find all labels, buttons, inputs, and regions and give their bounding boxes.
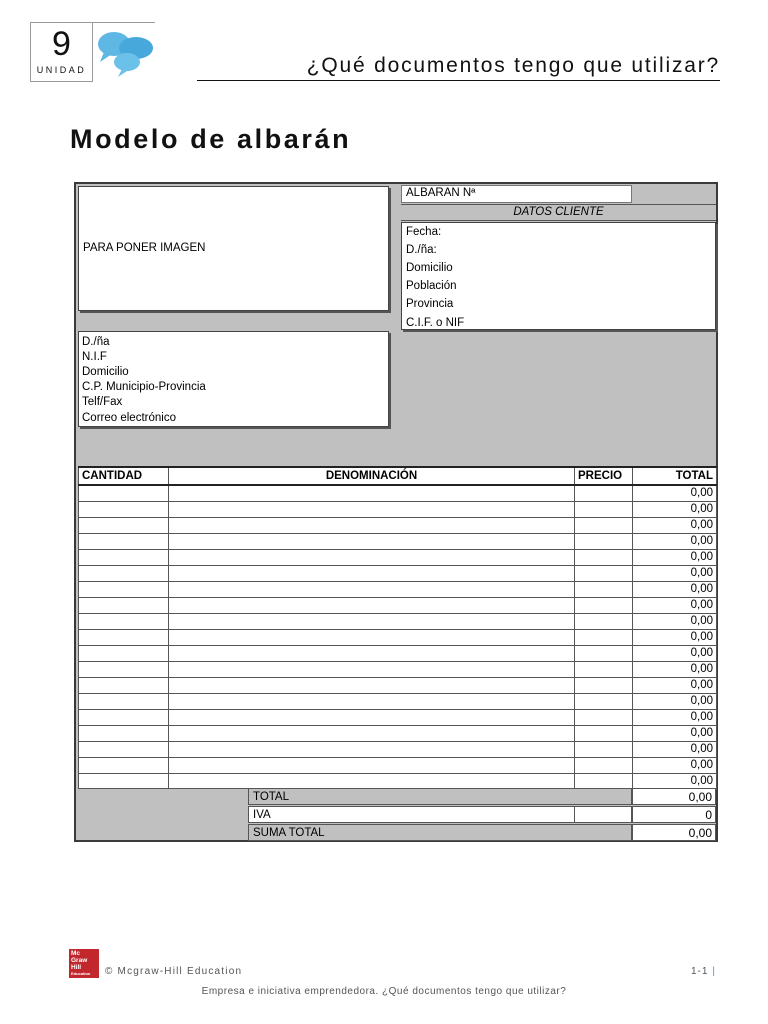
cell-denominacion[interactable] bbox=[169, 757, 575, 773]
cell-denominacion[interactable] bbox=[169, 741, 575, 757]
cell-denominacion[interactable] bbox=[169, 597, 575, 613]
logo-placeholder-text: PARA PONER IMAGEN bbox=[83, 242, 206, 254]
cell-total: 0,00 bbox=[633, 725, 717, 741]
cell-precio[interactable] bbox=[575, 757, 633, 773]
cliente-field: D./ña: bbox=[406, 244, 437, 256]
albaran-number-label: ALBARAN Nª bbox=[406, 187, 476, 199]
summary-total-value: 0,00 bbox=[632, 788, 716, 805]
cell-cantidad[interactable] bbox=[79, 517, 169, 533]
cell-cantidad[interactable] bbox=[79, 645, 169, 661]
cell-total: 0,00 bbox=[633, 645, 717, 661]
cell-denominacion[interactable] bbox=[169, 613, 575, 629]
cliente-field: Población bbox=[406, 280, 457, 292]
cell-precio[interactable] bbox=[575, 645, 633, 661]
cell-cantidad[interactable] bbox=[79, 565, 169, 581]
cell-denominacion[interactable] bbox=[169, 725, 575, 741]
cell-cantidad[interactable] bbox=[79, 693, 169, 709]
unit-number: 9 bbox=[52, 25, 71, 63]
cell-cantidad[interactable] bbox=[79, 709, 169, 725]
cell-precio[interactable] bbox=[575, 773, 633, 789]
header-rule bbox=[197, 80, 720, 81]
emisor-field: D./ña bbox=[82, 336, 110, 348]
albaran-form bbox=[74, 182, 718, 842]
cell-precio[interactable] bbox=[575, 661, 633, 677]
table-row bbox=[79, 741, 717, 757]
albaran-number-field[interactable] bbox=[401, 185, 632, 203]
cell-denominacion[interactable] bbox=[169, 693, 575, 709]
cell-precio[interactable] bbox=[575, 565, 633, 581]
cell-denominacion[interactable] bbox=[169, 485, 575, 501]
summary-divider bbox=[574, 806, 575, 822]
datos-cliente-heading: DATOS CLIENTE bbox=[401, 204, 716, 221]
cell-denominacion[interactable] bbox=[169, 645, 575, 661]
cliente-data-box bbox=[401, 222, 716, 330]
footer-subtitle: Empresa e iniciativa emprendedora. ¿Qué documentos tengo que utilizar? bbox=[201, 986, 567, 997]
cell-total: 0,00 bbox=[633, 773, 717, 789]
cell-cantidad[interactable] bbox=[79, 757, 169, 773]
header-title: ¿Qué documentos tengo que utilizar? bbox=[306, 54, 720, 77]
cell-cantidad[interactable] bbox=[79, 501, 169, 517]
cell-total: 0,00 bbox=[633, 693, 717, 709]
cell-precio[interactable] bbox=[575, 709, 633, 725]
cell-denominacion[interactable] bbox=[169, 565, 575, 581]
cell-cantidad[interactable] bbox=[79, 725, 169, 741]
cell-total: 0,00 bbox=[633, 757, 717, 773]
cell-denominacion[interactable] bbox=[169, 661, 575, 677]
cell-denominacion[interactable] bbox=[169, 549, 575, 565]
cell-precio[interactable] bbox=[575, 581, 633, 597]
cell-precio[interactable] bbox=[575, 677, 633, 693]
cell-total: 0,00 bbox=[633, 677, 717, 693]
header-cantidad: CANTIDAD bbox=[79, 467, 169, 485]
cell-denominacion[interactable] bbox=[169, 581, 575, 597]
footer-copyright: © Mcgraw-Hill Education bbox=[105, 966, 243, 977]
cell-precio[interactable] bbox=[575, 597, 633, 613]
items-table bbox=[78, 466, 717, 790]
cell-denominacion[interactable] bbox=[169, 533, 575, 549]
emisor-field: Correo electrónico bbox=[82, 412, 176, 424]
cell-total: 0,00 bbox=[633, 709, 717, 725]
header-denominacion: DENOMINACIÓN bbox=[169, 467, 575, 485]
cell-cantidad[interactable] bbox=[79, 741, 169, 757]
cell-total: 0,00 bbox=[633, 613, 717, 629]
table-row bbox=[79, 661, 717, 677]
cell-precio[interactable] bbox=[575, 485, 633, 501]
cell-cantidad[interactable] bbox=[79, 613, 169, 629]
footer-page-number bbox=[691, 966, 716, 977]
cell-total: 0,00 bbox=[633, 565, 717, 581]
emisor-field: Domicilio bbox=[82, 366, 129, 378]
page-number: 1-1 bbox=[690, 966, 709, 977]
table-row bbox=[79, 773, 717, 789]
cliente-field: C.I.F. o NIF bbox=[406, 317, 465, 329]
cell-cantidad[interactable] bbox=[79, 677, 169, 693]
table-row bbox=[79, 677, 717, 693]
cell-total: 0,00 bbox=[633, 581, 717, 597]
header-precio: PRECIO bbox=[575, 467, 633, 485]
cell-total: 0,00 bbox=[633, 549, 717, 565]
table-row bbox=[79, 565, 717, 581]
emisor-field: N.I.F bbox=[82, 351, 107, 363]
cell-total: 0,00 bbox=[633, 533, 717, 549]
cell-precio[interactable] bbox=[575, 501, 633, 517]
unit-badge bbox=[30, 22, 93, 82]
table-row bbox=[79, 485, 717, 501]
table-row bbox=[79, 645, 717, 661]
unit-rule bbox=[93, 22, 155, 23]
emisor-field: Telf/Fax bbox=[82, 396, 123, 408]
cell-total: 0,00 bbox=[633, 629, 717, 645]
table-row bbox=[79, 709, 717, 725]
cell-precio[interactable] bbox=[575, 741, 633, 757]
cell-cantidad[interactable] bbox=[79, 661, 169, 677]
summary-blank-area bbox=[78, 788, 248, 840]
cell-denominacion[interactable] bbox=[169, 709, 575, 725]
cell-denominacion[interactable] bbox=[169, 773, 575, 789]
unit-label: UNIDAD bbox=[36, 65, 87, 75]
cell-total: 0,00 bbox=[633, 517, 717, 533]
cliente-field: Provincia bbox=[406, 298, 454, 310]
cell-precio[interactable] bbox=[575, 725, 633, 741]
table-row bbox=[79, 517, 717, 533]
cell-total: 0,00 bbox=[633, 661, 717, 677]
footer-separator: | bbox=[712, 966, 716, 977]
cell-precio[interactable] bbox=[575, 533, 633, 549]
table-row bbox=[79, 549, 717, 565]
page-title: Modelo de albarán bbox=[70, 124, 352, 154]
cell-denominacion[interactable] bbox=[169, 677, 575, 693]
cell-precio[interactable] bbox=[575, 613, 633, 629]
speech-bubbles-icon bbox=[96, 28, 156, 78]
summary-suma-label: SUMA TOTAL bbox=[248, 824, 632, 841]
cell-precio[interactable] bbox=[575, 629, 633, 645]
cell-precio[interactable] bbox=[575, 549, 633, 565]
cell-cantidad[interactable] bbox=[79, 549, 169, 565]
table-row bbox=[79, 597, 717, 613]
table-row bbox=[79, 725, 717, 741]
cell-cantidad[interactable] bbox=[79, 533, 169, 549]
cell-total: 0,00 bbox=[633, 501, 717, 517]
summary-iva-label: IVA bbox=[248, 806, 632, 823]
emisor-data-box bbox=[78, 331, 389, 427]
table-row bbox=[79, 533, 717, 549]
cell-total: 0,00 bbox=[633, 741, 717, 757]
cliente-field: Domicilio bbox=[406, 262, 453, 274]
emisor-field: C.P. Municipio-Provincia bbox=[82, 381, 206, 393]
logo-placeholder-box bbox=[78, 186, 389, 311]
table-row bbox=[79, 613, 717, 629]
items-table-header bbox=[79, 467, 717, 485]
table-row bbox=[79, 757, 717, 773]
cliente-field: Fecha: bbox=[406, 226, 442, 238]
cell-total: 0,00 bbox=[633, 597, 717, 613]
summary-iva-value: 0 bbox=[632, 806, 716, 823]
summary-suma-value: 0,00 bbox=[632, 824, 716, 841]
cell-denominacion[interactable] bbox=[169, 517, 575, 533]
cell-denominacion[interactable] bbox=[169, 501, 575, 517]
cell-denominacion[interactable] bbox=[169, 629, 575, 645]
table-row bbox=[79, 501, 717, 517]
table-row bbox=[79, 693, 717, 709]
cell-cantidad[interactable] bbox=[79, 485, 169, 501]
cell-cantidad[interactable] bbox=[79, 629, 169, 645]
summary-total-label: TOTAL bbox=[248, 788, 632, 805]
cell-precio[interactable] bbox=[575, 517, 633, 533]
cell-cantidad[interactable] bbox=[79, 773, 169, 789]
cell-total: 0,00 bbox=[633, 485, 717, 501]
cell-cantidad[interactable] bbox=[79, 597, 169, 613]
header-total: TOTAL bbox=[633, 467, 717, 485]
cell-cantidad[interactable] bbox=[79, 581, 169, 597]
table-row bbox=[79, 629, 717, 645]
cell-precio[interactable] bbox=[575, 693, 633, 709]
table-row bbox=[79, 581, 717, 597]
mcgraw-hill-logo: Mc Graw Hill Education bbox=[69, 949, 99, 978]
